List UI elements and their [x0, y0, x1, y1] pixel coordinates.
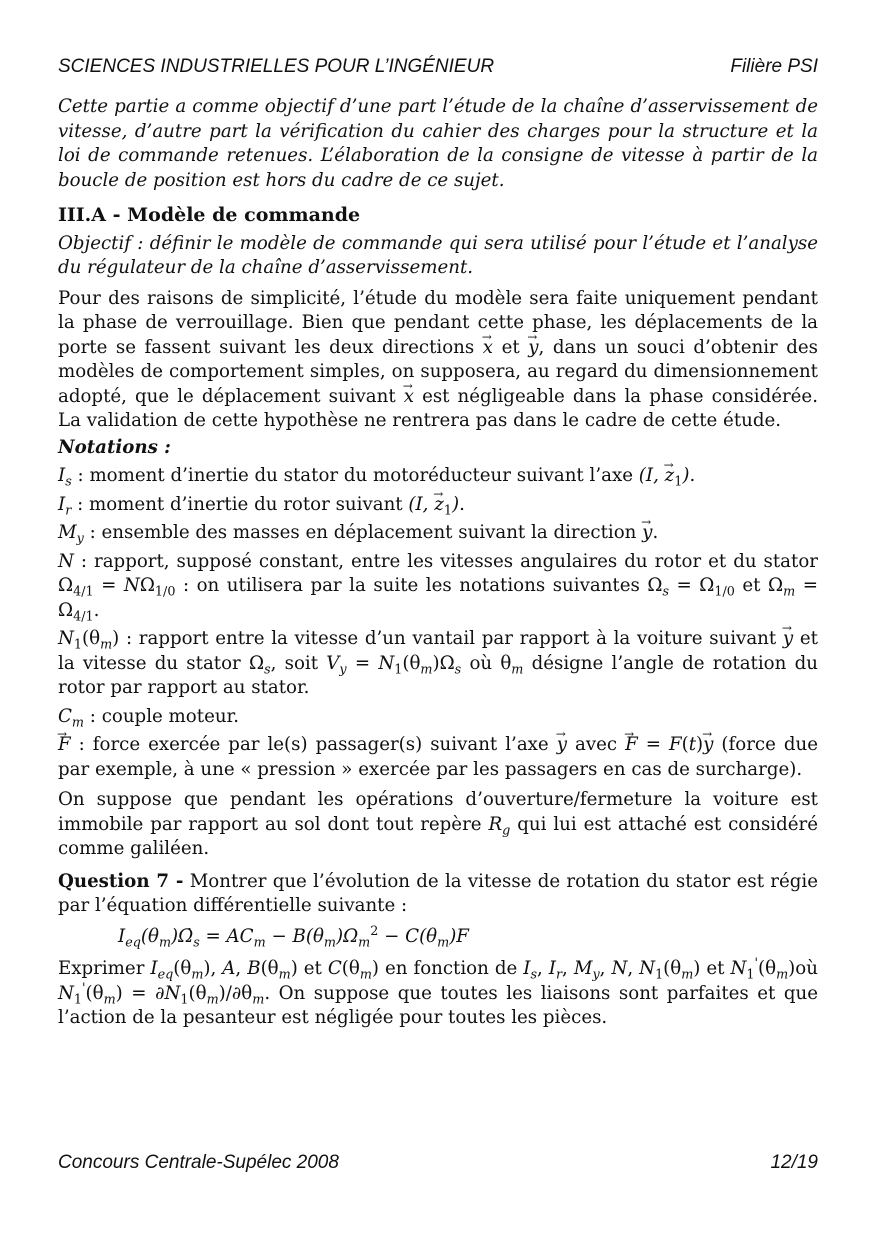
page-header [58, 56, 818, 78]
header-left: SCIENCES INDUSTRIELLES POUR L’INGÉNIEUR [58, 56, 495, 77]
vector-x: → x [483, 336, 493, 361]
notation-cm: $C_m$ : couple moteur. [58, 705, 240, 731]
section-title: III.A - Modèle de commande [58, 204, 361, 226]
differential-equation: $I_{eq}(\theta_m)\Omegȧ_s = AC_m - B(\theta_m)\Omega_m^2 - C(\theta_m)F$ [118, 923, 469, 951]
notation-n1: $N_1(\theta_m)$ : rapport entre la vitesse d’un vantail par rapport à la voiture suivant → y et la vitesse du stator $\Omega_s$, soit $V_y = N_1(\theta_m)\Omega_s$ où $\theta_m$ désigne l’angle de rotation du rotor par rapport au stator. [58, 627, 818, 701]
page-footer [58, 1152, 818, 1174]
question-7 [58, 870, 818, 919]
page-number: 12/19 [770, 1152, 818, 1173]
notation-n: N : rapport, supposé constant, entre les vitesses angulaires du rotor et du stator $\Omega_{4/1} = N\Omega_{1/0}$ : on utilisera par la suite les notations suivantes $\Omega_s = \Omega_{1/0}$ et $\Omega_m = \Omega_{4/1}$. [58, 550, 818, 625]
intro-paragraph: Cette partie a comme objectif d’une part l’étude de la chaîne d’asservissement de vitesse, d’autre part la vérification du cahier des charges pour la structure et la loi de commande retenues. L’élaboration de la consigne de vitesse à partir de la boucle de position est hors du cadre de ce sujet. [58, 96, 818, 191]
question-label: Question 7 - [58, 870, 184, 892]
notation-f: → F : force exercée par le(s) passager(s) suivant l’axe → y avec → F = F(t)→ y (force due par exemple, à une « pression » exercée par les passagers en cas de surcharge). [58, 733, 818, 782]
paragraph-simplicity: Pour des raisons de simplicité, l’étude du modèle sera faite uniquement pendant la phase de verrouillage. Bien que pendant cette phase, les déplacements de la porte se fassent suivant les deux directions → x et → y, dans un souci d’obtenir des modèles de comportement simples, on supposera, au regard du dimensionnement adopté, que le déplacement suivant → x est négligeable dans la phase considérée. La validation de cette hypothèse ne rentrera pas dans le cadre de cette étude. [58, 287, 818, 434]
notation-my: $M_y$ : ensemble des masses en déplacement suivant la direction → y. [58, 521, 818, 546]
objective-paragraph: Objectif : définir le modèle de commande qui sera utilisé pour l’étude et l’analyse du régulateur de la chaîne d’asservissement. [58, 232, 818, 278]
paragraph-express: Exprimer $I_{eq}(\theta_m)$, A, $B(\theta_m)$ et $C(\theta_m)$ en fonction de $I_s$, $I_r$, $M_y$, N, $N_1(\theta_m)$ et $N_1'(\theta_m)où$ $N_1'(\theta_m) = \partial N_1(\theta_m)/\partial\theta_m$. On suppose que toutes les liaisons sont parfaites et que l’action de la pesanteur est négligée pour toutes les pièces. [58, 955, 818, 1028]
notation-ir: $I_r$ : moment d’inertie du rotor suivant (I, → $z_1$). [58, 493, 818, 518]
vector-y: → y [528, 336, 538, 361]
paragraph-galilean: On suppose que pendant les opérations d’ouverture/fermeture la voiture est immobile par rapport au sol dont tout repère $R_g$ qui lui est attaché est considéré comme galiléen. [58, 789, 818, 859]
notation-is: $I_s$ : moment d’inertie du stator du motoréducteur suivant l’axe (I, → $z_1$). [58, 464, 818, 489]
vector-x: → x [404, 385, 414, 410]
notations-title: Notations : [58, 436, 171, 458]
footer-left: Concours Centrale-Supélec 2008 [58, 1152, 339, 1173]
question-text: Montrer que l’évolution de la vitesse de rotation du stator est régie par l’équation différentielle suivante : [58, 870, 818, 916]
header-right: Filière PSI [730, 56, 818, 77]
page-body [58, 95, 818, 1031]
